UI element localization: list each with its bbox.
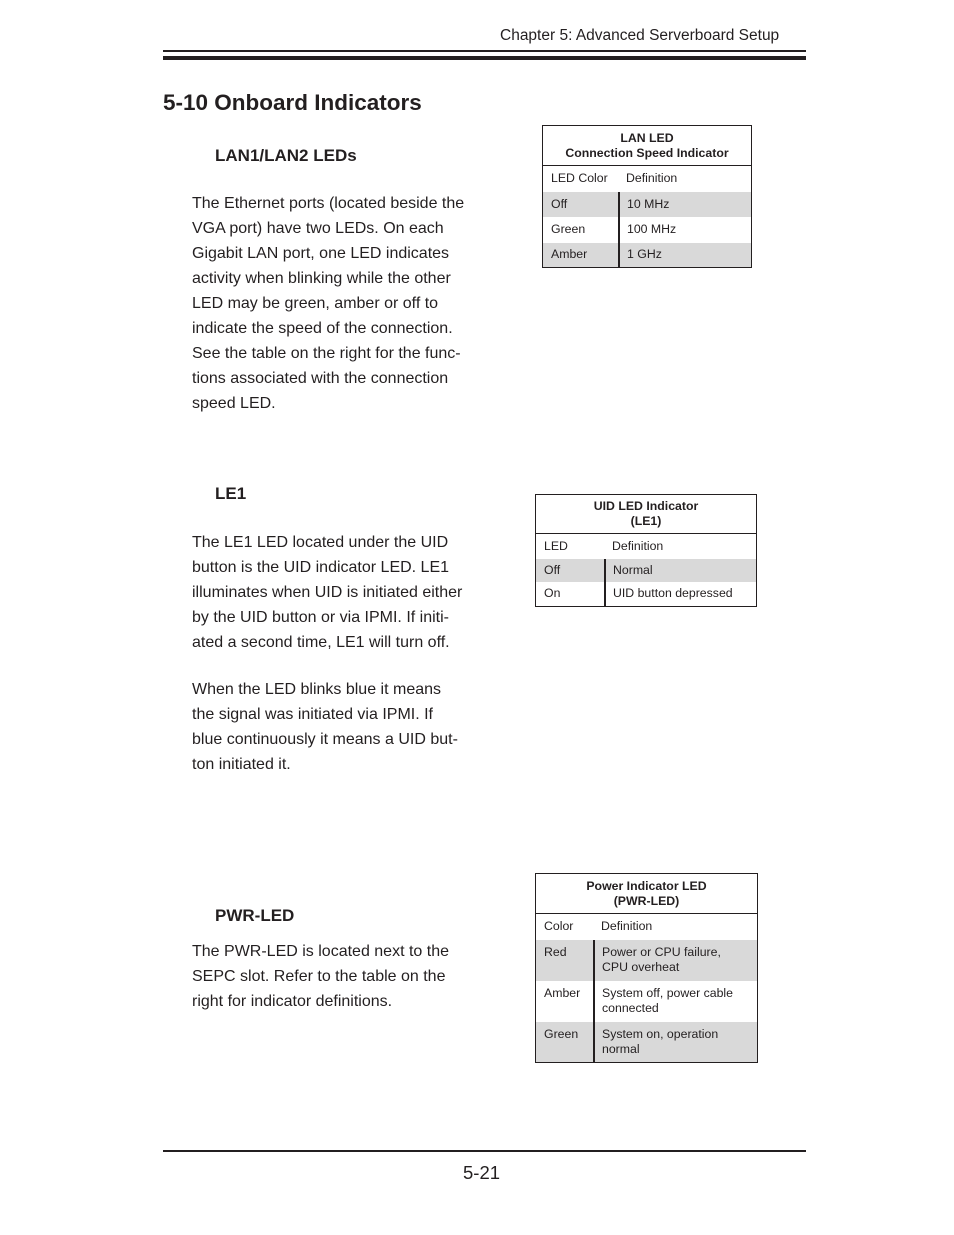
- uid-led-table: [535, 494, 757, 607]
- text-line: indicate the speed of the connection.: [192, 320, 453, 337]
- table-title: UID LED Indicator (LE1): [536, 495, 757, 534]
- table-row: Green System on, operation normal: [536, 1022, 758, 1063]
- text-line: SEPC slot. Refer to the table on the: [192, 968, 446, 985]
- text-line: The PWR-LED is located next to the: [192, 943, 449, 960]
- lan-heading: LAN1/LAN2 LEDs: [215, 146, 357, 165]
- text-line: activity when blinking while the other: [192, 270, 451, 287]
- chapter-header: Chapter 5: Advanced Serverboard Setup: [500, 27, 780, 44]
- text-line: LED may be green, amber or off to: [192, 295, 439, 312]
- lan-paragraph: [192, 191, 473, 416]
- table-column-header: LED Color Definition: [551, 171, 678, 186]
- text-line: See the table on the right for the func-: [192, 345, 461, 362]
- le1-heading: LE1: [215, 484, 247, 503]
- text-line: the signal was initiated via IPMI. If: [192, 706, 433, 723]
- table-title: LAN LED Connection Speed Indicator: [543, 126, 752, 166]
- table-row: Green 100 MHz: [543, 217, 752, 243]
- le1-paragraph-2: [192, 677, 473, 777]
- table-row: Amber 1 GHz: [543, 243, 752, 268]
- text-line: VGA port) have two LEDs. On each: [192, 220, 444, 237]
- page-number: 5-21: [463, 1162, 501, 1183]
- table-column-header: LED Definition: [544, 538, 664, 553]
- header-rule-thin: [163, 50, 806, 52]
- table-row: Red Power or CPU failure, CPU overheat: [536, 940, 758, 981]
- le1-paragraph-1: [192, 530, 473, 655]
- text-line: tions associated with the connection: [192, 370, 449, 387]
- pwr-paragraph: [192, 939, 471, 1014]
- text-line: by the UID button or via IPMI. If initi-: [192, 609, 449, 626]
- header-rule-thick: [163, 56, 806, 60]
- pwr-heading: PWR-LED: [215, 906, 295, 925]
- footer-rule: [163, 1150, 806, 1152]
- text-line: ated a second time, LE1 will turn off.: [192, 634, 450, 651]
- text-line: When the LED blinks blue it means: [192, 681, 442, 698]
- text-line: button is the UID indicator LED. LE1: [192, 559, 450, 576]
- table-row: Off Normal: [536, 559, 757, 582]
- section-title: 5-10 Onboard Indicators: [163, 90, 422, 115]
- text-line: speed LED.: [192, 395, 276, 412]
- table-row: On UID button depressed: [536, 582, 757, 607]
- table-row: Off 10 MHz: [543, 192, 752, 217]
- text-line: illuminates when UID is initiated either: [192, 584, 463, 601]
- table-column-header: Color Definition: [544, 919, 653, 934]
- text-line: The LE1 LED located under the UID: [192, 534, 449, 551]
- text-line: The Ethernet ports (located beside the: [192, 195, 465, 212]
- table-title: Power Indicator LED (PWR-LED): [536, 874, 758, 914]
- text-line: Gigabit LAN port, one LED indicates: [192, 245, 450, 262]
- text-line: right for indicator definitions.: [192, 993, 393, 1010]
- text-line: blue continuously it means a UID but-: [192, 731, 458, 748]
- power-led-table: [535, 873, 758, 1063]
- lan-led-table: [542, 125, 752, 268]
- text-line: ton initiated it.: [192, 756, 291, 773]
- table-row: Amber System off, power cable connected: [536, 981, 758, 1022]
